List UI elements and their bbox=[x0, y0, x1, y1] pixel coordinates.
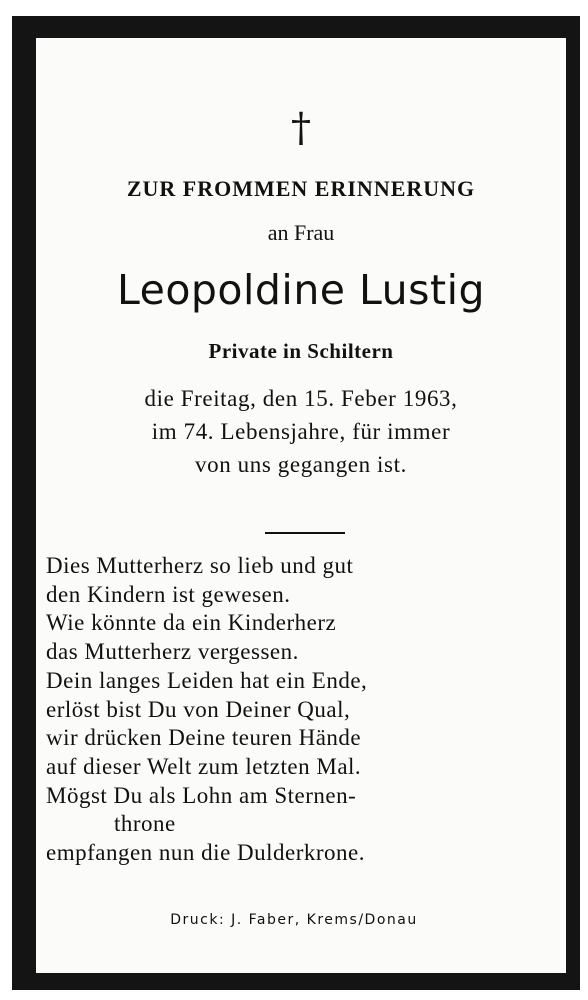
salutation: an Frau bbox=[267, 220, 335, 245]
occupation-line: Private in Schiltern bbox=[208, 339, 394, 363]
poem-line: throne bbox=[114, 811, 176, 837]
poem-line: Dies Mutterherz so lieb und gut bbox=[46, 553, 354, 578]
poem-line: Mögst Du als Lohn am Sternen- bbox=[46, 782, 357, 808]
poem-line: das Mutterherz vergessen. bbox=[46, 639, 299, 665]
poem-line: Wie könnte da ein Kinderherz bbox=[46, 610, 337, 636]
deceased-name: Leopoldine Lustig bbox=[116, 266, 486, 314]
printer-credit: Druck: J. Faber, Krems/Donau bbox=[170, 912, 418, 928]
death-notice-line: die Freitag, den 15. Feber 1963, bbox=[144, 386, 458, 411]
poem-line: den Kindern ist gewesen. bbox=[46, 581, 291, 607]
poem-line: empfangen nun die Dulderkrone. bbox=[46, 840, 366, 866]
memorial-poem bbox=[46, 552, 536, 868]
death-notice-line: im 74. Lebensjahre, für immer bbox=[151, 419, 451, 444]
poem-line: wir drücken Deine teuren Hände bbox=[46, 725, 362, 751]
poem-line: auf dieser Welt zum letzten Mal. bbox=[46, 753, 362, 779]
poem-line: Dein langes Leiden hat ein Ende, bbox=[46, 667, 368, 693]
memorial-heading: ZUR FROMMEN ERINNERUNG bbox=[126, 176, 476, 201]
death-notice-line: von uns gegangen ist. bbox=[195, 452, 407, 477]
poem-line: erlöst bist Du von Deiner Qual, bbox=[46, 696, 351, 722]
death-notice bbox=[36, 382, 566, 481]
divider-line bbox=[265, 532, 345, 534]
cross-icon: † bbox=[291, 105, 311, 151]
